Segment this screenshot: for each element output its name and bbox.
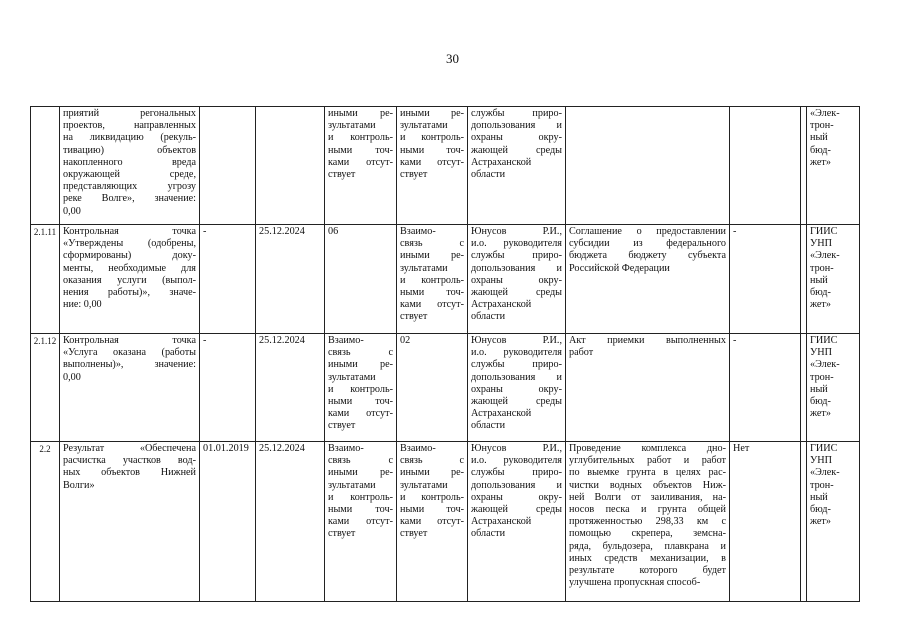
start-date-cell: - <box>200 225 256 334</box>
description-cell-line: носов песка и грунта общей <box>569 504 726 516</box>
end-date-cell: 25.12.2024 <box>256 225 325 334</box>
successor-cell-line: ными точ- <box>400 287 464 299</box>
responsible-cell <box>468 225 566 334</box>
info-system-cell-line: «Элек- <box>810 467 840 479</box>
description-cell-line: ряда, бульдозера, плавкрана и <box>569 540 726 552</box>
info-system-cell-line: жет» <box>810 299 831 311</box>
description-cell-line: субсидии из федерального <box>569 238 726 250</box>
description-cell <box>566 442 730 602</box>
predecessor-cell-line: иными ре- <box>328 467 393 479</box>
item-name-cell-line: реке Волге», значение: <box>63 193 196 205</box>
item-name-cell-line: накопленного вреда <box>63 156 196 168</box>
item-number-cell: 2.1.11 <box>31 225 60 334</box>
info-system-cell-line: жет» <box>810 156 831 168</box>
end-date-cell: 25.12.2024 <box>256 334 325 442</box>
successor-cell <box>397 225 468 334</box>
successor-cell-line: иными ре- <box>400 108 464 119</box>
responsible-cell-line: службы приро- <box>471 108 562 119</box>
responsible-cell <box>468 107 566 225</box>
description-cell-line: Соглашение о предоставлении <box>569 226 726 237</box>
predecessor-cell-line: связь с <box>328 455 393 467</box>
successor-cell-line: ками отсут- <box>400 156 464 168</box>
responsible-cell-line: жающей среды <box>471 504 562 516</box>
end-date-cell <box>256 107 325 225</box>
successor-cell-line: ками отсут- <box>400 516 464 528</box>
approval-cell: Нет <box>730 442 801 602</box>
item-number-cell <box>31 107 60 225</box>
predecessor-cell-line: и контроль- <box>328 383 393 395</box>
predecessor-cell-line: ными точ- <box>328 144 393 156</box>
predecessor-cell-line: иными ре- <box>328 359 393 371</box>
successor-cell <box>397 334 468 442</box>
responsible-cell-line: охраны окру- <box>471 383 562 395</box>
item-name-cell-line: менты, необходимые для <box>63 262 196 274</box>
responsible-cell-line: области <box>471 420 506 432</box>
predecessor-cell-line: зультатами <box>328 120 376 132</box>
responsible-cell-line: Астраханской <box>471 156 532 168</box>
description-cell-line: улучшена пропускная способ- <box>569 577 701 589</box>
predecessor-cell-line: ными точ- <box>328 504 393 516</box>
item-name-cell-line: 0,00 <box>63 371 81 383</box>
description-cell <box>566 334 730 442</box>
item-name-cell <box>60 225 200 334</box>
item-name-cell-line: «Услуга оказана (работы <box>63 347 196 359</box>
responsible-cell-line: службы приро- <box>471 250 562 262</box>
info-system-cell-line: ный <box>810 132 828 144</box>
responsible-cell-line: допользования и <box>471 479 562 491</box>
description-cell-line: углубительных работ и работ <box>569 455 726 467</box>
successor-cell-line: и контроль- <box>400 274 464 286</box>
successor-cell-line: зультатами <box>400 262 448 274</box>
info-system-cell-line: ный <box>810 274 828 286</box>
responsible-cell-line: Юнусов Р.И., <box>471 443 562 454</box>
successor-cell-line: зультатами <box>400 479 448 491</box>
successor-cell <box>397 107 468 225</box>
responsible-cell-line: Астраханской <box>471 516 532 528</box>
predecessor-cell-line: ными точ- <box>328 396 393 408</box>
responsible-cell-line: службы приро- <box>471 359 562 371</box>
item-name-cell-line: проектов, направленных <box>63 120 196 132</box>
responsible-cell-line: области <box>471 311 506 323</box>
info-system-cell <box>807 225 860 334</box>
responsible-cell-line: допользования и <box>471 120 562 132</box>
item-name-cell-line: 0,00 <box>63 205 81 217</box>
responsible-cell-line: Астраханской <box>471 408 532 420</box>
predecessor-cell-line: Взаимо- <box>328 443 364 454</box>
start-date-cell: 01.01.2019 <box>200 442 256 602</box>
responsible-cell-line: Юнусов Р.И., <box>471 335 562 346</box>
predecessor-cell-line: ками отсут- <box>328 408 393 420</box>
info-system-cell-line: трон- <box>810 262 834 274</box>
responsible-cell-line: жающей среды <box>471 396 562 408</box>
info-system-cell-line: «Элек- <box>810 108 840 119</box>
item-name-cell-line: сформированы) доку- <box>63 250 196 262</box>
successor-cell-line: зультатами <box>400 120 448 132</box>
predecessor-cell-line: и контроль- <box>328 132 393 144</box>
predecessor-cell-line: связь с <box>328 347 393 359</box>
info-system-cell-line: ГИИС <box>810 335 838 346</box>
item-name-cell-line: «Утверждены (одобрены, <box>63 238 196 250</box>
predecessor-cell <box>325 442 397 602</box>
item-name-cell-line: Результат «Обеспечена <box>63 443 196 454</box>
responsible-cell-line: охраны окру- <box>471 274 562 286</box>
predecessor-cell <box>325 107 397 225</box>
description-cell-line: Российской Федерации <box>569 262 670 274</box>
predecessor-cell-line: ствует <box>328 420 356 432</box>
successor-cell-line: ками отсут- <box>400 299 464 311</box>
successor-cell-line: ными точ- <box>400 504 464 516</box>
item-name-cell-line: ных объектов Нижней <box>63 467 196 479</box>
description-cell-line: ней Волги от заиливания, на- <box>569 491 726 503</box>
description-cell-line: протяженностью 298,33 км с <box>569 516 726 528</box>
predecessor-cell-line: 06 <box>328 226 339 237</box>
successor-cell-line: связь с <box>400 238 464 250</box>
responsible-cell-line: и.о. руководителя <box>471 455 562 467</box>
successor-cell-line: иными ре- <box>400 467 464 479</box>
predecessor-cell-line: ками отсут- <box>328 156 393 168</box>
item-name-cell <box>60 334 200 442</box>
description-cell-line: иных средств механизации, в <box>569 552 726 564</box>
successor-cell-line: и контроль- <box>400 132 464 144</box>
item-name-cell-line: расчистка участков вод- <box>63 455 196 467</box>
successor-cell-line: ствует <box>400 169 428 181</box>
description-cell-line: по выемке грунта в целях рас- <box>569 467 726 479</box>
info-system-cell-line: ный <box>810 383 828 395</box>
info-system-cell-line: УНП <box>810 347 832 359</box>
info-system-cell-line: «Элек- <box>810 250 840 262</box>
predecessor-cell-line: зультатами <box>328 371 376 383</box>
responsible-cell-line: и.о. руководителя <box>471 347 562 359</box>
start-date-cell <box>200 107 256 225</box>
responsible-cell-line: охраны окру- <box>471 132 562 144</box>
approval-cell <box>730 107 801 225</box>
info-system-cell-line: трон- <box>810 371 834 383</box>
start-date-cell: - <box>200 334 256 442</box>
predecessor-cell-line: ствует <box>328 528 356 540</box>
responsible-cell-line: области <box>471 528 506 540</box>
predecessor-cell-line: иными ре- <box>328 108 393 119</box>
successor-cell-line: Взаимо- <box>400 443 436 454</box>
item-name-cell-line: окружающей среде, <box>63 169 196 181</box>
table-row <box>31 334 860 442</box>
successor-cell-line: иными ре- <box>400 250 464 262</box>
item-name-cell <box>60 107 200 225</box>
successor-cell-line: ствует <box>400 311 428 323</box>
successor-cell-line: ными точ- <box>400 144 464 156</box>
item-name-cell-line: Контрольная точка <box>63 335 196 346</box>
predecessor-cell-line: и контроль- <box>328 491 393 503</box>
table-row <box>31 442 860 602</box>
description-cell <box>566 225 730 334</box>
responsible-cell-line: жающей среды <box>471 287 562 299</box>
responsible-cell <box>468 442 566 602</box>
info-system-cell-line: жет» <box>810 408 831 420</box>
table-row <box>31 225 860 334</box>
info-system-cell-line: бюд- <box>810 287 831 299</box>
info-system-cell-line: ГИИС <box>810 443 838 454</box>
item-name-cell-line: оказания услуги (выпол- <box>63 274 196 286</box>
item-name-cell-line: тивацию) объектов <box>63 144 196 156</box>
item-name-cell-line: Волги» <box>63 479 95 491</box>
approval-cell: - <box>730 334 801 442</box>
info-system-cell <box>807 334 860 442</box>
responsible-cell-line: Юнусов Р.И., <box>471 226 562 237</box>
responsible-cell-line: жающей среды <box>471 144 562 156</box>
plan-table <box>30 106 860 602</box>
description-cell-line: бюджета бюджету субъекта <box>569 250 726 262</box>
info-system-cell-line: трон- <box>810 120 834 132</box>
successor-cell-line: Взаимо- <box>400 226 436 237</box>
info-system-cell <box>807 442 860 602</box>
item-number-cell: 2.1.12 <box>31 334 60 442</box>
predecessor-cell-line: Взаимо- <box>328 335 364 346</box>
predecessor-cell <box>325 334 397 442</box>
description-cell <box>566 107 730 225</box>
responsible-cell-line: службы приро- <box>471 467 562 479</box>
info-system-cell-line: жет» <box>810 516 831 528</box>
info-system-cell-line: УНП <box>810 455 832 467</box>
description-cell-line: помощью скрепера, земсна- <box>569 528 726 540</box>
info-system-cell-line: УНП <box>810 238 832 250</box>
info-system-cell-line: бюд- <box>810 144 831 156</box>
info-system-cell-line: ГИИС <box>810 226 838 237</box>
item-name-cell-line: на ликвидацию (рекуль- <box>63 132 196 144</box>
successor-cell-line: ствует <box>400 528 428 540</box>
info-system-cell <box>807 107 860 225</box>
description-cell-line: результате которого будет <box>569 565 726 577</box>
info-system-cell-line: бюд- <box>810 396 831 408</box>
predecessor-cell <box>325 225 397 334</box>
page-number: 30 <box>446 51 459 66</box>
item-name-cell <box>60 442 200 602</box>
info-system-cell-line: трон- <box>810 479 834 491</box>
predecessor-cell-line: ками отсут- <box>328 516 393 528</box>
item-name-cell-line: нения работы)», значе- <box>63 287 196 299</box>
responsible-cell-line: допользования и <box>471 262 562 274</box>
responsible-cell-line: области <box>471 169 506 181</box>
responsible-cell-line: допользования и <box>471 371 562 383</box>
item-name-cell-line: выполнены)», значение: <box>63 359 196 371</box>
item-name-cell-line: Контрольная точка <box>63 226 196 237</box>
successor-cell-line: 02 <box>400 335 411 346</box>
responsible-cell <box>468 334 566 442</box>
end-date-cell: 25.12.2024 <box>256 442 325 602</box>
item-name-cell-line: представляющих угрозу <box>63 181 196 193</box>
info-system-cell-line: ный <box>810 491 828 503</box>
successor-cell <box>397 442 468 602</box>
predecessor-cell-line: зультатами <box>328 479 376 491</box>
successor-cell-line: и контроль- <box>400 491 464 503</box>
description-cell-line: Акт приемки выполненных <box>569 335 726 346</box>
description-cell-line: чистки водных объектов Ниж- <box>569 479 726 491</box>
info-system-cell-line: «Элек- <box>810 359 840 371</box>
table-row <box>31 107 860 225</box>
item-name-cell-line: ние: 0,00 <box>63 299 102 311</box>
predecessor-cell-line: ствует <box>328 169 356 181</box>
approval-cell: - <box>730 225 801 334</box>
description-cell-line: работ <box>569 347 594 359</box>
item-name-cell-line: приятий регональных <box>63 108 196 119</box>
successor-cell-line: связь с <box>400 455 464 467</box>
info-system-cell-line: бюд- <box>810 504 831 516</box>
responsible-cell-line: Астраханской <box>471 299 532 311</box>
responsible-cell-line: и.о. руководителя <box>471 238 562 250</box>
responsible-cell-line: охраны окру- <box>471 491 562 503</box>
item-number-cell: 2.2 <box>31 442 60 602</box>
description-cell-line: Проведение комплекса дно- <box>569 443 726 454</box>
